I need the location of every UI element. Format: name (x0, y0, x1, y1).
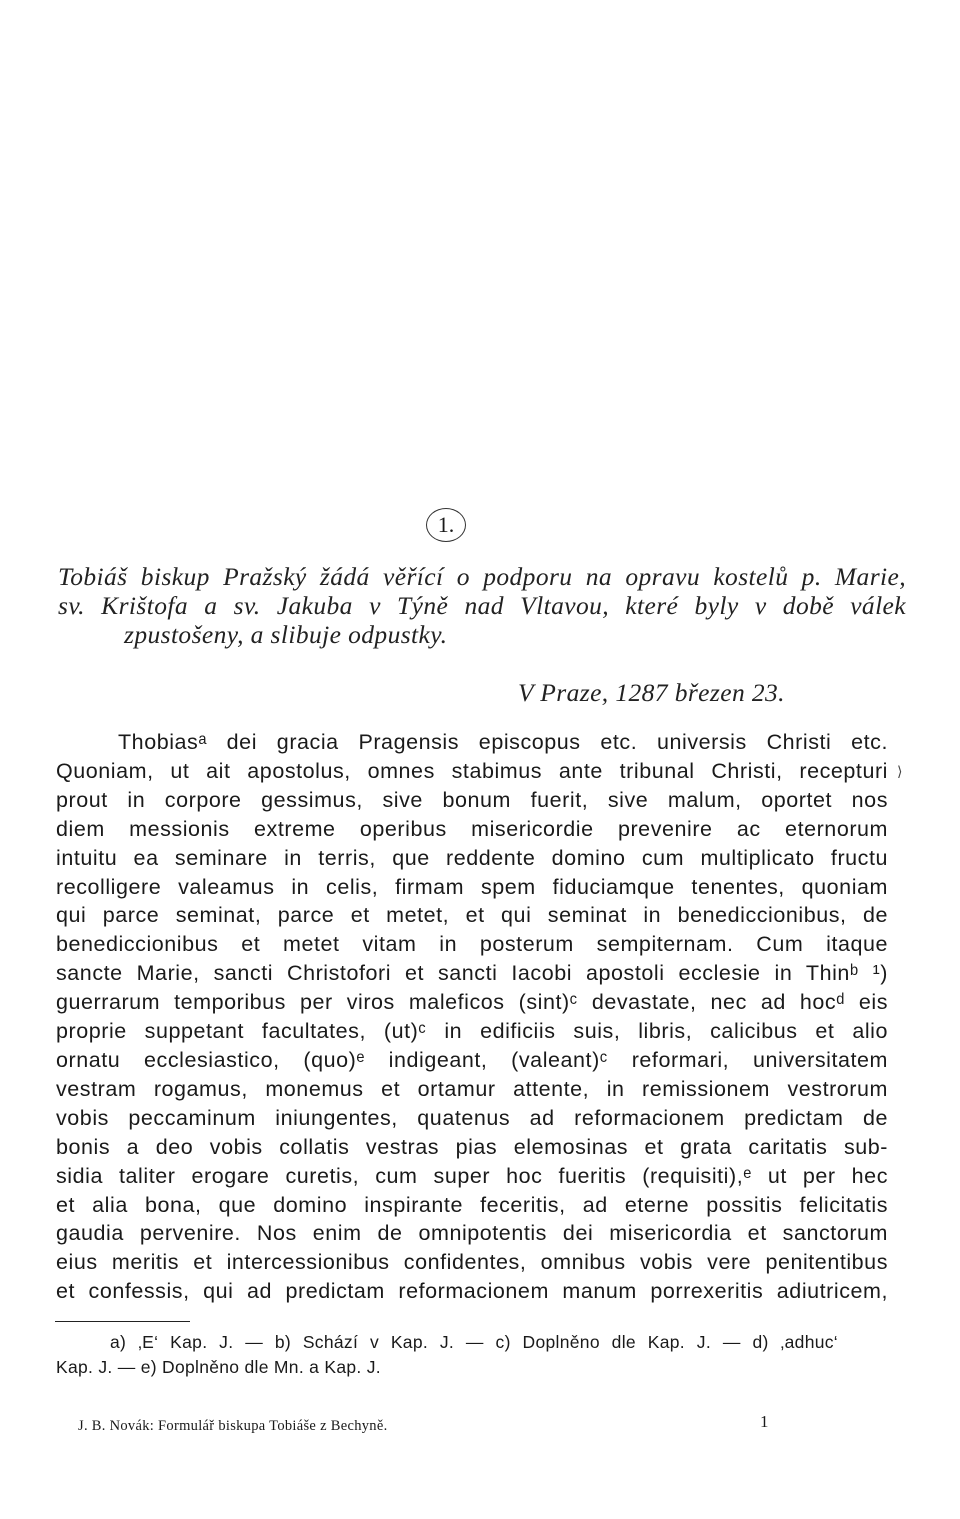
body-line: et alia bona, que domino inspirante feceritis, ad eterne possitis felicitatis (56, 1192, 888, 1217)
body-line: gaudia pervenire. Nos enim de omnipotentis dei misericordia et sanctorum (56, 1221, 888, 1246)
body-line: et confessis, qui ad predictam reformacionem manum porrexeritis adiutricem, (56, 1279, 888, 1304)
footnote-line: Kap. J. — e) Doplněno dle Mn. a Kap. J. (56, 1357, 381, 1377)
page-number: 1 (760, 1412, 769, 1431)
body-line: sidia taliter erogare curetis, cum super hoc fueritis (requisiti),ᵉ ut per hec (56, 1163, 888, 1188)
body-line: eius meritis et intercessionibus confidentes, omnibus vobis vere penitentibus (56, 1250, 888, 1275)
body-line: qui parce seminat, parce et metet, et qui seminat in benediccionibus, de (56, 903, 888, 928)
body-line: ornatu ecclesiastico, (quo)ᵉ indigeant, (valeant)ᶜ reformari, universitatem (56, 1047, 888, 1072)
body-line: diem messionis extreme operibus misericordie prevenire ac eternorum (56, 816, 888, 841)
body-line: benediccionibus et metet vitam in posterum sempiternam. Cum itaque (56, 932, 888, 957)
footnote-divider (55, 1321, 190, 1322)
body-line: proprie suppetant facultates, (ut)ᶜ in edificiis suis, libris, calicibus et alio (56, 1019, 888, 1044)
dateline: V Praze, 1287 březen 23. (518, 678, 785, 707)
body-line: recolligere valeamus in celis, firmam spem fiduciamque tenentes, quoniam (56, 874, 888, 899)
body-line: guerrarum temporibus per viros maleficos (sint)ᶜ devastate, nec ad hocᵈ eis (56, 990, 888, 1015)
footnote-line: a) ‚E‘ Kap. J. — b) Schází v Kap. J. — c) Doplněno dle Kap. J. — d) ‚adhuc‘ (110, 1332, 838, 1352)
document-number: 1. (426, 508, 466, 542)
body-line: bonis a deo vobis collatis vestras pias elemosinas et grata caritatis sub- (56, 1134, 888, 1159)
body-line: sancte Marie, sancti Christofori et sancti Iacobi apostoli ecclesie in Thinᵇ ¹) (56, 961, 888, 986)
body-line: vestram rogamus, monemus et ortamur attente, in remissionem vestrorum (56, 1076, 888, 1101)
regest-line-2: sv. Krištofa a sv. Jakuba v Týně nad Vltavou, které byly v době válek (58, 591, 906, 620)
footnotes (56, 1330, 838, 1380)
document-body (56, 728, 888, 1306)
regest-line-1: Tobiáš biskup Pražský žádá věřící o podporu na opravu kostelů p. Marie, (58, 562, 906, 591)
body-line: prout in corpore gessimus, sive bonum fuerit, sive malum, oportet nos (56, 787, 888, 812)
body-line: intuitu ea seminare in terris, que reddente domino cum multiplicato fructu (56, 845, 888, 870)
body-line: vobis peccaminum iniungentes, quatenus ad reformacionem predictam de (56, 1105, 888, 1130)
regest-line-3: zpustošeny, a slibuje odpustky. (124, 620, 448, 649)
margin-mark: ⟩ (897, 765, 903, 780)
footer-signature: J. B. Novák: Formulář biskupa Tobiáše z Bechyně. (78, 1418, 388, 1434)
body-line: Quoniam, ut ait apostolus, omnes stabimus ante tribunal Christi, recepturi (56, 758, 888, 783)
body-line: Thobiasᵃ dei gracia Pragensis episcopus etc. universis Christi etc. (118, 730, 888, 754)
